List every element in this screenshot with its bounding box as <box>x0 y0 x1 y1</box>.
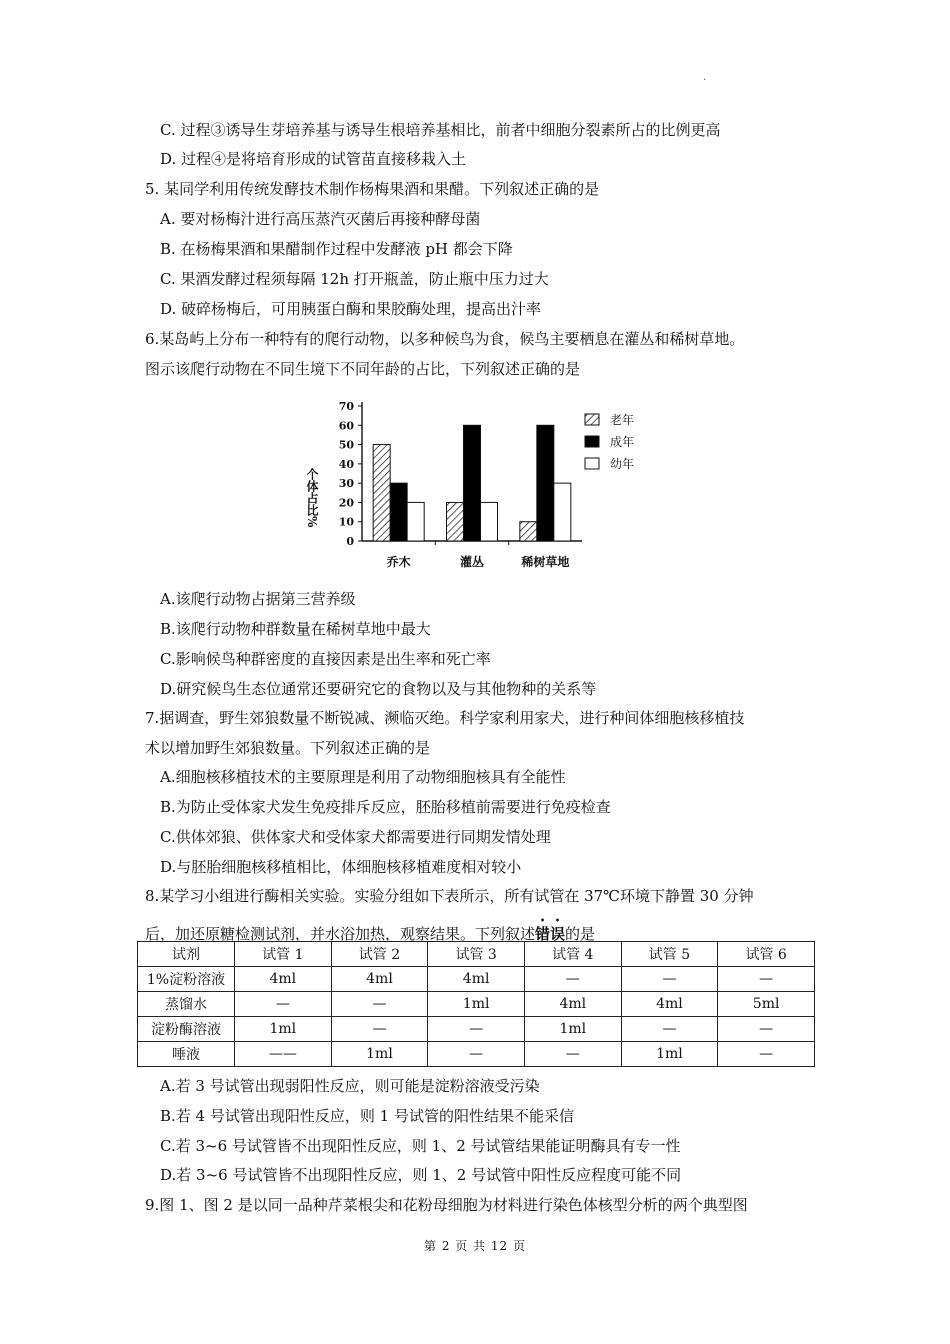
table-cell: 1ml <box>621 1042 718 1067</box>
legend-swatch <box>585 458 599 469</box>
table-cell: 试管 1 <box>235 942 332 967</box>
y-tick-label: 10 <box>338 515 354 529</box>
table-cell: 试管 5 <box>621 942 718 967</box>
q5-option-a: A. 要对杨梅汁进行高压蒸汽灭菌后再接种酵母菌 <box>160 210 481 228</box>
table-header <box>138 942 815 967</box>
q8-stem-tail: 的是 <box>565 925 596 943</box>
table-row <box>138 1042 815 1067</box>
page-footer: 第 2 页 共 12 页 <box>424 1239 526 1253</box>
q7-option-d: D.与胚胎细胞核移植相比，体细胞核移植难度相对较小 <box>160 858 522 876</box>
q6-option-a: A.该爬行动物占据第三营养级 <box>160 590 356 608</box>
table-cell: — <box>428 1017 525 1042</box>
bar-1-1 <box>464 425 481 541</box>
table-cell: 试管 6 <box>718 942 815 967</box>
table-cell: — <box>718 1042 815 1067</box>
q8-option-d: D.若 3~6 号试管皆不出现阳性反应，则 1、2 号试管中阳性反应程度可能不同 <box>160 1166 682 1184</box>
table-cell: 试管 4 <box>524 942 621 967</box>
q8-option-c: C.若 3~6 号试管皆不出现阳性反应，则 1、2 号试管结果能证明酶具有专一性 <box>160 1137 681 1155</box>
table-cell: 1%淀粉溶液 <box>138 967 235 992</box>
table-row <box>138 992 815 1017</box>
q8-option-a: A.若 3 号试管出现弱阳性反应，则可能是淀粉溶液受污染 <box>160 1077 540 1095</box>
q7-option-b: B.为防止受体家犬发生免疫排斥反应，胚胎移植前需要进行免疫检查 <box>160 798 611 816</box>
table-cell: 4ml <box>428 967 525 992</box>
table-cell: 4ml <box>235 967 332 992</box>
bar-2-2 <box>554 483 571 541</box>
page-mark: . <box>703 72 707 83</box>
table-cell: 淀粉酶溶液 <box>138 1017 235 1042</box>
q8-stem-text: 后，加还原糖检测试剂，并水浴加热，观察结果。下列叙述 <box>145 925 536 943</box>
q4-option-d: D. 过程④是将培育形成的试管苗直接移栽入土 <box>160 150 467 168</box>
table-cell: 1ml <box>235 1017 332 1042</box>
q6-option-d: D.研究候鸟生态位通常还要研究它的食物以及与其他物种的关系等 <box>160 680 597 698</box>
bar-0-1 <box>390 483 407 541</box>
chart-legend <box>585 412 634 471</box>
y-tick-label: 20 <box>338 496 354 510</box>
q7-stem-line1: 7.据调查，野生郊狼数量不断锐减、濒临灭绝。科学家利用家犬，进行种间体细胞核移植技 <box>145 709 745 727</box>
y-tick-label: 30 <box>338 477 354 491</box>
q8-emphasis-word: 错误 <box>535 925 566 943</box>
bar-0-2 <box>407 502 424 541</box>
q7-stem-line2: 术以增加野生郊狼数量。下列叙述正确的是 <box>145 739 431 757</box>
q4-option-c: C. 过程③诱导生芽培养基与诱导生根培养基相比，前者中细胞分裂素所占的比例更高 <box>160 121 721 139</box>
table-cell: 1ml <box>428 992 525 1017</box>
table-cell: — <box>235 992 332 1017</box>
bar-1-2 <box>481 502 498 541</box>
q8-stem-line1: 8.某学习小组进行酶相关实验。实验分组如下表所示，所有试管在 37℃环境下静置 30 分钟 <box>145 887 754 905</box>
q6-stem-line1: 6.某岛屿上分布一种特有的爬行动物，以多种候鸟为食，候鸟主要栖息在灌丛和稀树草地。 <box>145 330 745 348</box>
y-tick-label: 40 <box>338 457 354 471</box>
table-cell: — <box>428 1042 525 1067</box>
table-cell: 4ml <box>621 992 718 1017</box>
table-cell: — <box>331 1017 428 1042</box>
y-tick-label: 70 <box>338 400 354 413</box>
table-cell: — <box>718 1017 815 1042</box>
legend-label: 幼年 <box>610 457 635 471</box>
bar-0-0 <box>373 445 390 541</box>
table-cell: 试剂 <box>138 942 235 967</box>
bar-2-1 <box>537 425 554 541</box>
table-cell: — <box>718 967 815 992</box>
table-cell: 4ml <box>524 992 621 1017</box>
q6-option-b: B.该爬行动物种群数量在稀树草地中最大 <box>160 620 431 638</box>
age-ratio-bar-chart <box>300 390 660 575</box>
q6-option-c: C.影响候鸟种群密度的直接因素是出生率和死亡率 <box>160 650 491 668</box>
table-cell: 5ml <box>718 992 815 1017</box>
legend-label: 老年 <box>610 413 635 427</box>
table-cell: 1ml <box>331 1042 428 1067</box>
table-cell: — <box>524 1042 621 1067</box>
table-cell: 试管 3 <box>428 942 525 967</box>
table-cell: 1ml <box>524 1017 621 1042</box>
table-cell: — <box>524 967 621 992</box>
y-tick-label: 0 <box>346 535 354 548</box>
bar-1-0 <box>447 502 464 541</box>
q5-option-b: B. 在杨梅果酒和果醋制作过程中发酵液 pH 都会下降 <box>160 240 513 258</box>
q5-option-c: C. 果酒发酵过程须每隔 12h 打开瓶盖，防止瓶中压力过大 <box>160 270 549 288</box>
table-cell: 唾液 <box>138 1042 235 1067</box>
legend-label: 成年 <box>610 435 635 449</box>
q8-stem-line2 <box>145 915 596 943</box>
q5-option-d: D. 破碎杨梅后，可用胰蛋白酶和果胶酶处理，提高出汁率 <box>160 300 542 318</box>
q6-stem-line2: 图示该爬行动物在不同生境下不同年龄的占比，下列叙述正确的是 <box>145 360 581 378</box>
table-cell: — <box>331 992 428 1017</box>
table-cell: 4ml <box>331 967 428 992</box>
q7-option-a: A.细胞核移植技术的主要原理是利用了动物细胞核具有全能性 <box>160 768 566 786</box>
legend-swatch <box>585 414 599 425</box>
table-row <box>138 1017 815 1042</box>
table-cell: —— <box>235 1042 332 1067</box>
y-tick-label: 60 <box>338 419 354 433</box>
q7-option-c: C.供体郊狼、供体家犬和受体家犬都需要进行同期发情处理 <box>160 828 551 846</box>
y-tick-label: 50 <box>338 438 354 452</box>
legend-swatch <box>585 436 599 447</box>
chart-bars <box>373 425 571 541</box>
x-category-label: 乔木 <box>386 555 411 569</box>
chart-category-labels <box>386 554 570 569</box>
table-cell: 蒸馏水 <box>138 992 235 1017</box>
q5-stem: 5. 某同学利用传统发酵技术制作杨梅果酒和果醋。下列叙述正确的是 <box>145 180 600 198</box>
y-axis-label: 个体占比% <box>305 468 319 528</box>
x-category-label: 灌丛 <box>459 555 485 569</box>
q9-stem-line1: 9.图 1、图 2 是以同一品种芹菜根尖和花粉母细胞为材料进行染色体核型分析的两个典型图 <box>145 1196 748 1214</box>
table-cell: 试管 2 <box>331 942 428 967</box>
q8-option-b: B.若 4 号试管出现阳性反应，则 1 号试管的阳性结果不能采信 <box>160 1107 574 1125</box>
table-row <box>138 967 815 992</box>
table-cell: — <box>621 967 718 992</box>
table-cell: — <box>621 1017 718 1042</box>
x-category-label: 稀树草地 <box>521 555 570 569</box>
reagent-table <box>137 941 815 1067</box>
bar-2-0 <box>520 522 537 541</box>
